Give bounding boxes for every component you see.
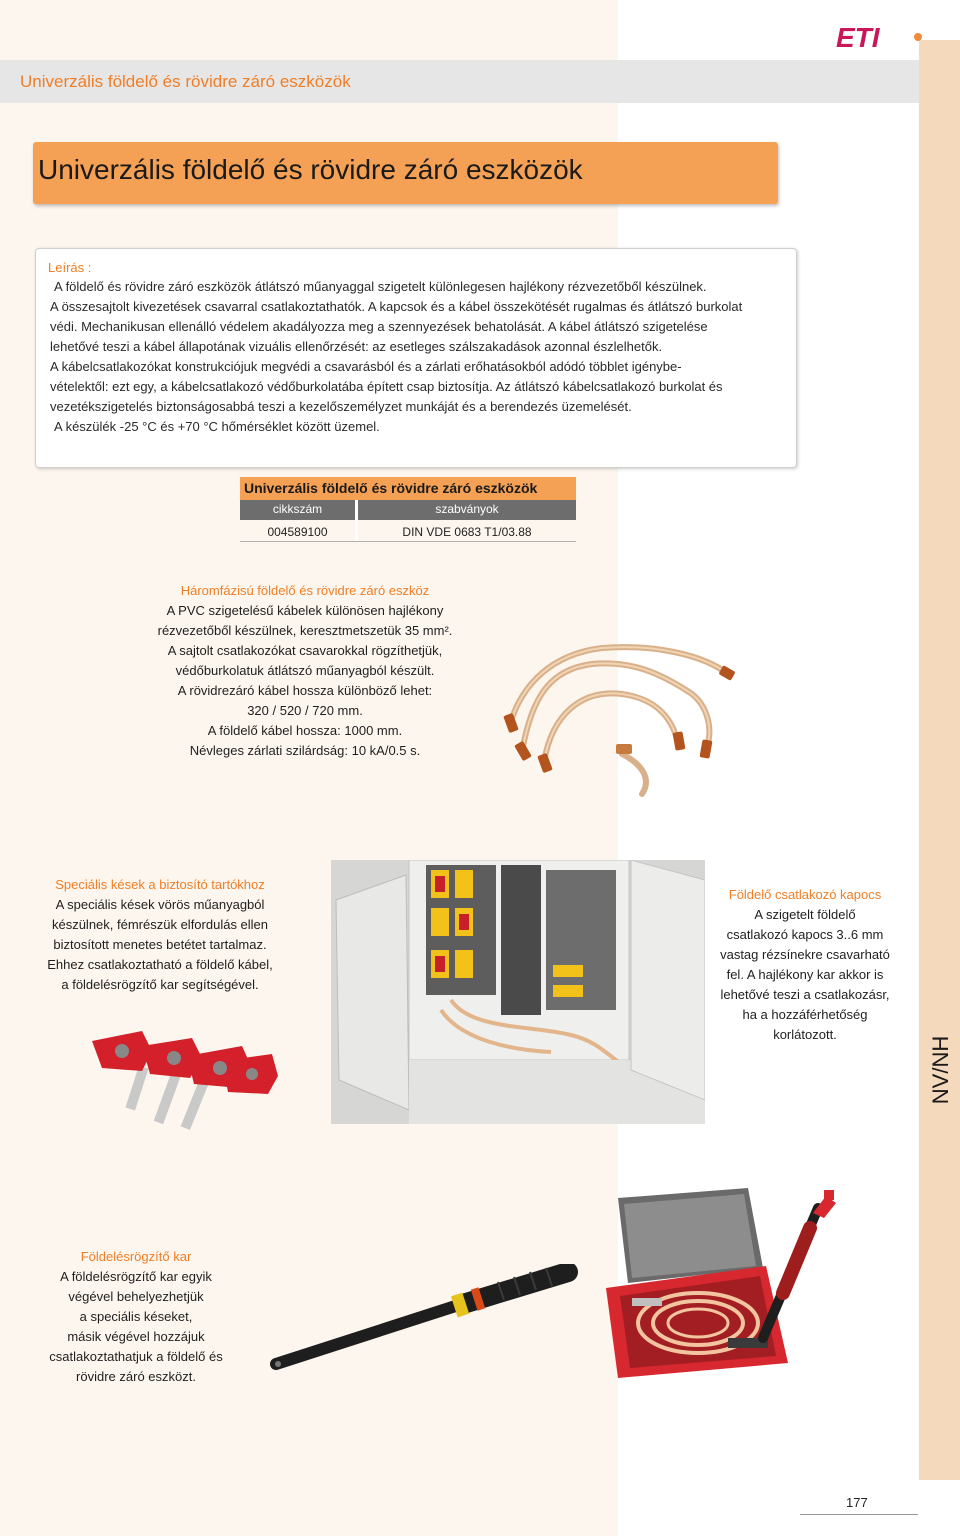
knives-line: A speciális kések vörös műanyagból	[55, 897, 265, 912]
table-header-szabvanyok: szabványok	[435, 502, 499, 516]
clamp-line: lehetővé teszi a csatlakozásr,	[720, 987, 890, 1002]
three-phase-line: Névleges zárlati szilárdság: 10 kA/0.5 s.	[189, 743, 421, 758]
three-phase-line: A sajtolt csatlakozókat csavarokkal rögzíthetjük,	[167, 643, 443, 658]
clamp-line: A szigetelt földelő	[754, 907, 856, 922]
eti-logo	[834, 22, 880, 52]
header-section-title: Univerzális földelő és rövidre záró eszközök	[20, 72, 351, 91]
rod-line: csatlakoztathatjuk a földelő és	[49, 1349, 223, 1364]
rod-line: rövidre záró eszközt.	[76, 1369, 196, 1384]
table-header-cikkszam: cikkszám	[272, 502, 323, 516]
knives-line: Ehhez csatlakoztatható a földelő kábel,	[47, 957, 273, 972]
three-phase-cable-photo	[492, 634, 738, 804]
rod-line: másik végével hozzájuk	[67, 1329, 205, 1344]
description-line: vezetékszigetelés biztonságosabbá teszi a kezelőszemélyzet munkáját és a berendezés üzemelését.	[50, 399, 632, 414]
description-line: A kábelcsatlakozókat konstrukciójuk megvédi a csavarásból és a zárlati erőhatásokból adódó többlet igénybe-	[50, 359, 682, 374]
description-line: A földelő és rövidre záró eszközök átlátszó műanyaggal szigetelt különlegesen hajlékony rézvezetőből készülnek.	[54, 279, 707, 294]
rod-line: A földelésrögzítő kar egyik	[60, 1269, 212, 1284]
grounding-kit-case-photo	[588, 1188, 898, 1378]
three-phase-line: A rövidrezáró kábel hossza különböző lehet:	[177, 683, 433, 698]
description-line: A összesajtolt kivezetések csavarral csatlakoztathatók. A kapcsok és a kábel összekötését rugalmas és átlátszó burkolat	[50, 299, 743, 314]
three-phase-line: védőburkolatuk átlátszó műanyagból készült.	[175, 663, 435, 678]
logo-dot	[914, 33, 922, 41]
knives-title: Speciális kések a biztosító tartókhoz	[55, 877, 265, 892]
clamp-line: csatlakozó kapocs 3..6 mm	[726, 927, 884, 942]
description-label: Leírás :	[48, 260, 92, 275]
switchgear-cabinet-photo	[331, 860, 705, 1124]
three-phase-title: Háromfázisú földelő és rövidre záró eszköz	[180, 583, 430, 598]
rod-line: a speciális késeket,	[79, 1309, 193, 1324]
description-line: lehetővé teszi a kábel állapotának vizuális ellenőrzését: az esetleges szálszakadások azonnal észlelhetők.	[50, 339, 663, 354]
three-phase-line: A földelő kábel hossza: 1000 mm.	[207, 723, 403, 738]
logo-text: ETI	[836, 22, 880, 52]
rod-line: végével behelyezhetjük	[68, 1289, 204, 1304]
side-category-label	[922, 1025, 958, 1115]
table-row-divider	[240, 541, 576, 542]
clamp-line: korlátozott.	[773, 1027, 837, 1042]
page-number-rule	[800, 1514, 918, 1515]
right-side-strip	[919, 40, 960, 1480]
page-title: Univerzális földelő és rövidre záró eszközök	[38, 154, 583, 185]
knives-line: készülnek, fémrészük elfordulás ellen	[51, 917, 269, 932]
knives-line: a földelésrögzítő kar segítségével.	[61, 977, 259, 992]
clamp-line: fel. A hajlékony kar akkor is	[726, 967, 884, 982]
table-title: Univerzális földelő és rövidre záró eszközök	[244, 480, 538, 496]
knives-line: biztosított menetes betétet tartalmaz.	[53, 937, 267, 952]
special-knives-photo	[82, 1016, 282, 1161]
rod-title: Földelésrögzítő kar	[80, 1249, 192, 1264]
three-phase-line: 320 / 520 / 720 mm.	[247, 703, 363, 718]
table-cell-standard: DIN VDE 0683 T1/03.88	[402, 525, 532, 539]
description-line: védi. Mechanikusan ellenálló védelem akadályozza meg a szennyezések behatolását. A kábel átlátszó szigetelése	[50, 319, 708, 334]
clamp-line: vastag rézsínekre csavarható	[720, 947, 890, 962]
table-cell-article-number: 004589100	[267, 525, 328, 539]
three-phase-line: A PVC szigetelésű kábelek különösen hajlékony	[166, 603, 444, 618]
description-line: vételektől: ezt egy, a kábelcsatlakozó védőburkolatába épített csap biztosítja. Az átlátszó kábelcsatlakozó burkolat és	[50, 379, 723, 394]
page-number: 177	[846, 1495, 868, 1510]
description-line: A készülék -25 °C és +70 °C hőmérséklet között üzemel.	[54, 419, 380, 434]
three-phase-line: rézvezetőből készülnek, keresztmetszetük 35 mm².	[157, 623, 453, 638]
grounding-rod-photo	[268, 1264, 598, 1374]
side-label-text: NV/NH	[928, 1035, 953, 1105]
clamp-line: ha a hozzáférhetőség	[742, 1007, 868, 1022]
clamp-title: Földelő csatlakozó kapocs	[728, 887, 882, 902]
